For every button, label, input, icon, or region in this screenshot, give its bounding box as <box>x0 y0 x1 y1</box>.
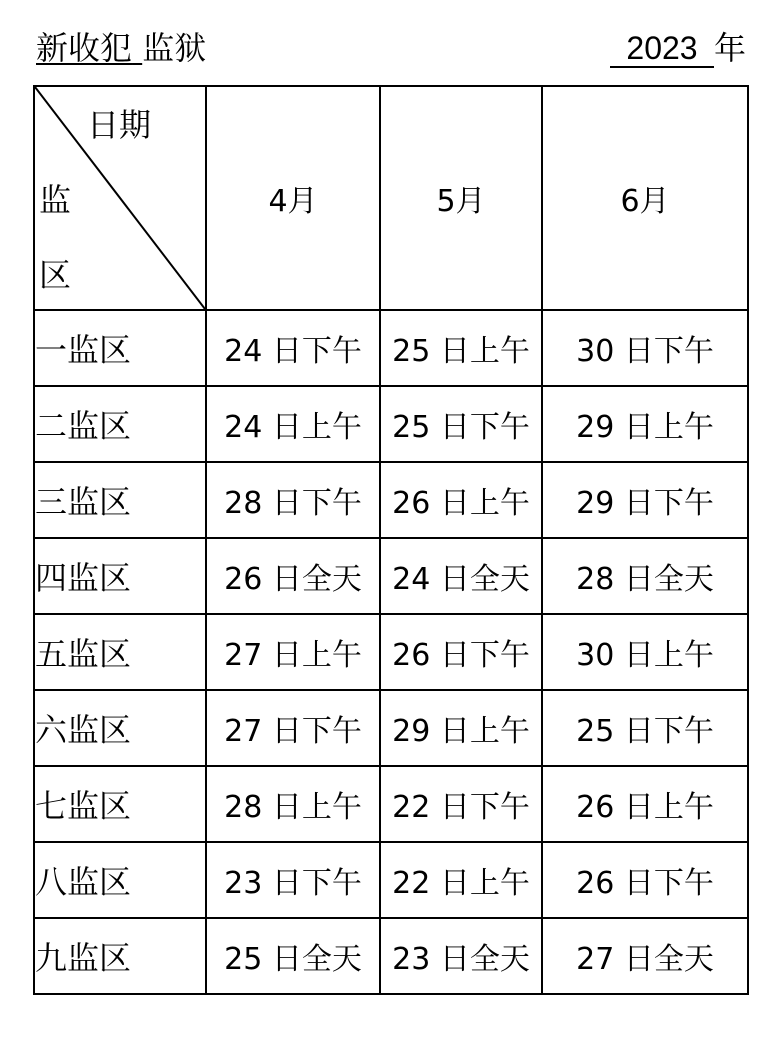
document-header <box>0 0 776 80</box>
schedule-cell: 30 日下午 <box>542 310 748 386</box>
schedule-cell: 27 日上午 <box>206 614 380 690</box>
table-row <box>34 766 748 842</box>
corner-header-cell <box>34 86 206 310</box>
schedule-cell: 24 日上午 <box>206 386 380 462</box>
table-row <box>34 538 748 614</box>
schedule-cell: 28 日下午 <box>206 462 380 538</box>
table-row <box>34 614 748 690</box>
table-row <box>34 310 748 386</box>
header-row <box>34 86 748 310</box>
month-label: 4月 <box>268 184 318 219</box>
year-suffix: 年 <box>714 29 747 67</box>
schedule-cell: 24 日全天 <box>380 538 542 614</box>
month-label: 6月 <box>620 184 670 219</box>
schedule-cell: 26 日下午 <box>542 842 748 918</box>
month-header <box>380 86 542 310</box>
unit-label: 新收犯 <box>36 29 133 67</box>
schedule-cell: 29 日下午 <box>542 462 748 538</box>
corner-area-label-2: 区 <box>39 256 72 294</box>
table-row <box>34 462 748 538</box>
area-cell: 三监区 <box>34 462 206 538</box>
area-cell: 六监区 <box>34 690 206 766</box>
schedule-cell: 26 日上午 <box>380 462 542 538</box>
area-cell: 七监区 <box>34 766 206 842</box>
schedule-cell: 25 日下午 <box>542 690 748 766</box>
table-row <box>34 690 748 766</box>
year-value: 2023 <box>610 30 714 68</box>
corner-date-label: 日期 <box>87 106 152 144</box>
schedule-cell: 23 日下午 <box>206 842 380 918</box>
area-cell: 二监区 <box>34 386 206 462</box>
schedule-cell: 25 日下午 <box>380 386 542 462</box>
schedule-cell: 27 日全天 <box>542 918 748 994</box>
year-field <box>610 28 746 68</box>
area-cell: 九监区 <box>34 918 206 994</box>
schedule-cell: 29 日上午 <box>380 690 542 766</box>
month-label: 5月 <box>436 184 486 219</box>
area-cell: 八监区 <box>34 842 206 918</box>
schedule-cell: 27 日下午 <box>206 690 380 766</box>
table-row <box>34 842 748 918</box>
month-header <box>542 86 748 310</box>
table-row <box>34 386 748 462</box>
schedule-cell: 30 日上午 <box>542 614 748 690</box>
schedule-cell: 29 日上午 <box>542 386 748 462</box>
underline-gap <box>132 29 142 67</box>
schedule-cell: 28 日上午 <box>206 766 380 842</box>
schedule-cell: 25 日全天 <box>206 918 380 994</box>
area-cell: 一监区 <box>34 310 206 386</box>
schedule-cell: 22 日下午 <box>380 766 542 842</box>
schedule-cell: 24 日下午 <box>206 310 380 386</box>
month-header <box>206 86 380 310</box>
schedule-cell: 26 日全天 <box>206 538 380 614</box>
table-row <box>34 918 748 994</box>
schedule-cell: 28 日全天 <box>542 538 748 614</box>
schedule-cell: 22 日上午 <box>380 842 542 918</box>
schedule-cell: 26 日上午 <box>542 766 748 842</box>
schedule-table <box>33 85 749 995</box>
schedule-cell: 23 日全天 <box>380 918 542 994</box>
area-cell: 四监区 <box>34 538 206 614</box>
prison-name: 监狱 <box>142 29 207 67</box>
schedule-cell: 25 日上午 <box>380 310 542 386</box>
document-title <box>36 28 206 68</box>
schedule-cell: 26 日下午 <box>380 614 542 690</box>
corner-area-label-1: 监 <box>39 181 72 219</box>
area-cell: 五监区 <box>34 614 206 690</box>
